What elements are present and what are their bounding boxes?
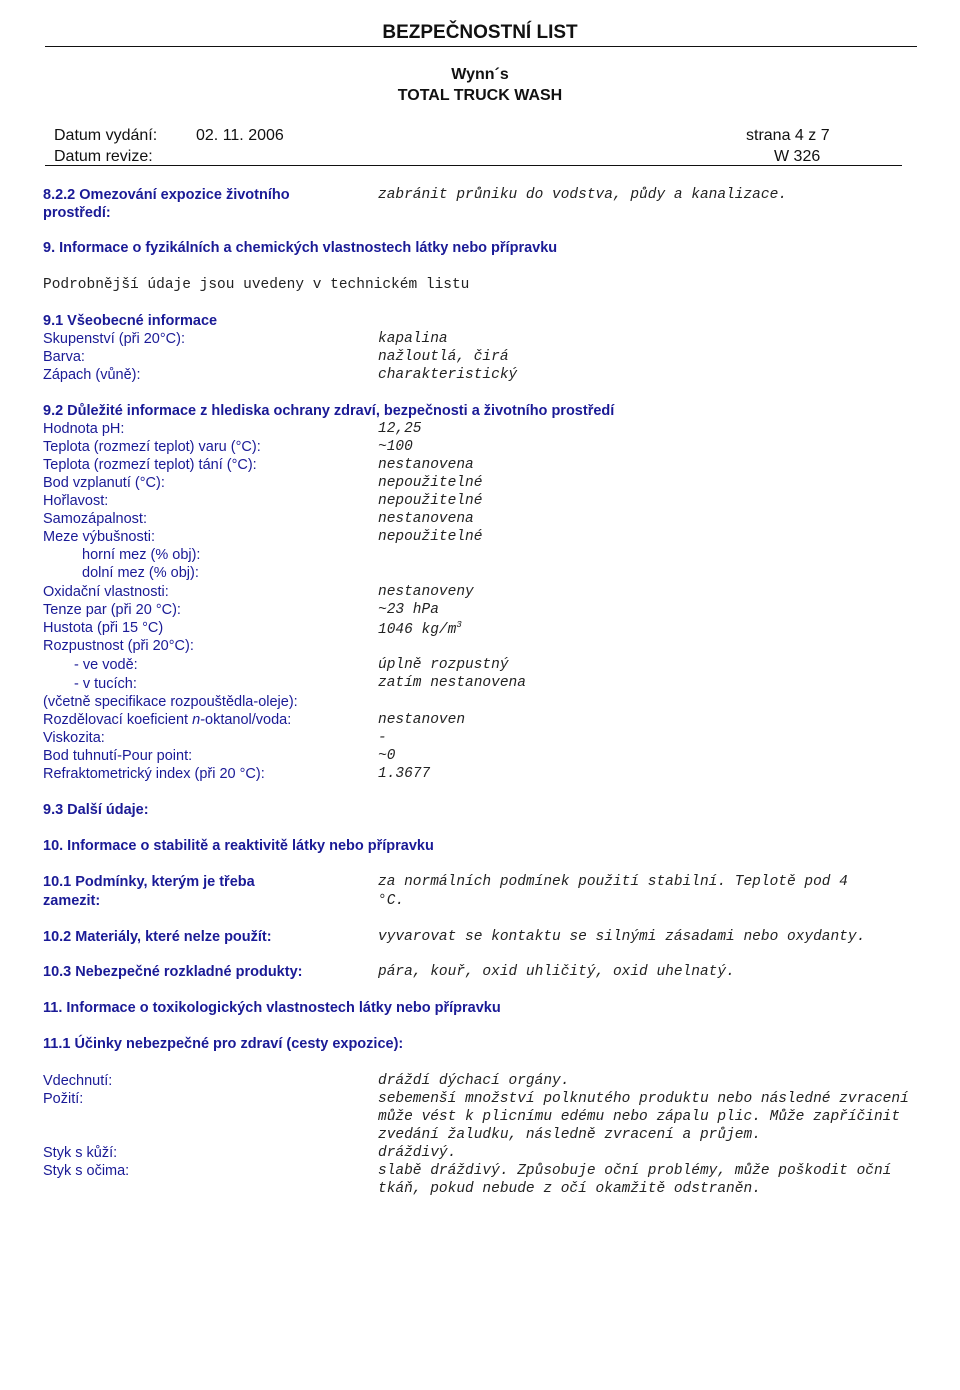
product-name: TOTAL TRUCK WASH: [397, 87, 563, 104]
solubility-label: Rozpustnost (při 20°C):: [43, 638, 194, 654]
flash-point-label: Bod vzplanutí (°C):: [43, 475, 165, 491]
ingestion-label: Požití:: [43, 1091, 84, 1107]
s91-heading: 9.1 Všeobecné informace: [43, 313, 218, 329]
issue-date: 02. 11. 2006: [196, 127, 284, 144]
solvent-spec-label: (včetně specifikace rozpouštědla-oleje):: [43, 694, 298, 710]
s9-note: Podrobnější údaje jsou uvedeny v technickém listu: [43, 277, 470, 293]
water-solubility-label: - ve vodě:: [74, 657, 138, 673]
refractive-index-value: 1.3677: [378, 766, 431, 782]
flammability-value: nepoužitelné: [378, 493, 483, 509]
flash-point-value: nepoužitelné: [378, 475, 483, 491]
eye-contact-value-line2: tkáň, pokud nebude z očí okamžitě odstraněn.: [378, 1181, 761, 1197]
s93-heading: 9.3 Další údaje:: [43, 802, 149, 818]
autoignition-label: Samozápalnost:: [43, 511, 147, 527]
ingestion-value-line1: sebemenší množství polknutého produktu nebo následné zvracení: [378, 1091, 909, 1107]
density-label: Hustota (při 15 °C): [43, 620, 164, 636]
title-rule: [45, 46, 917, 47]
s10-heading: 10. Informace o stabilitě a reaktivitě látky nebo přípravku: [43, 838, 434, 854]
inhalation-value: dráždí dýchací orgány.: [378, 1073, 570, 1089]
fat-solubility-label: - v tucích:: [74, 676, 137, 692]
ph-label: Hodnota pH:: [43, 421, 125, 437]
partition-label: [43, 712, 291, 728]
flammability-label: Hořlavost:: [43, 493, 109, 509]
page-info: strana 4 z 7: [746, 127, 830, 144]
s102-label: 10.2 Materiály, které nelze použít:: [43, 929, 272, 945]
density-number: 1046 kg/m: [378, 621, 457, 638]
s103-label: 10.3 Nebezpečné rozkladné produkty:: [43, 964, 303, 980]
density-exponent: 3: [456, 620, 462, 630]
s101-label-line1: 10.1 Podmínky, kterým je třeba: [43, 874, 255, 890]
ingestion-value-line2: může vést k plicnímu edému nebo zápalu plic. Může zapříčinit: [378, 1109, 901, 1125]
lower-limit-label: dolní mez (% obj):: [82, 565, 199, 581]
refractive-index-label: Refraktometrický index (při 20 °C):: [43, 766, 265, 782]
skin-contact-value: dráždivý.: [378, 1145, 457, 1161]
ph-value: 12,25: [378, 421, 422, 437]
pour-point-label: Bod tuhnutí-Pour point:: [43, 748, 193, 764]
explosive-limits-value: nepoužitelné: [378, 529, 483, 545]
oxidizing-label: Oxidační vlastnosti:: [43, 584, 169, 600]
doc-code: W 326: [774, 148, 821, 165]
revision-date-label: Datum revize:: [54, 148, 153, 165]
issue-date-label: Datum vydání:: [54, 127, 158, 144]
s101-label-line2: zamezit:: [43, 893, 101, 909]
color-label: Barva:: [43, 349, 85, 365]
skin-contact-label: Styk s kůží:: [43, 1145, 118, 1161]
s111-heading: 11.1 Účinky nebezpečné pro zdraví (cesty expozice):: [43, 1036, 404, 1052]
partition-value: nestanoven: [378, 712, 466, 728]
s11-heading: 11. Informace o toxikologických vlastnostech látky nebo přípravku: [43, 1000, 501, 1016]
boiling-value: ~100: [378, 439, 413, 455]
eye-contact-value-line1: slabě dráždivý. Způsobuje oční problémy, může poškodit oční: [378, 1163, 892, 1179]
inhalation-label: Vdechnutí:: [43, 1073, 113, 1089]
s92-heading: 9.2 Důležité informace z hlediska ochrany zdraví, bezpečnosti a životního prostředí: [43, 403, 615, 419]
boiling-label: Teplota (rozmezí teplot) varu (°C):: [43, 439, 261, 455]
partition-label-italic: n: [192, 712, 201, 728]
ingestion-value-line3: zvedání žaludku, následně zvracení a průjem.: [378, 1127, 761, 1143]
odor-value: charakteristický: [378, 367, 518, 383]
melting-value: nestanovena: [378, 457, 474, 473]
water-solubility-value: úplně rozpustný: [378, 657, 509, 673]
oxidizing-value: nestanoveny: [378, 584, 474, 600]
upper-limit-label: horní mez (% obj):: [82, 547, 201, 563]
pour-point-value: ~0: [378, 748, 396, 764]
s103-value: pára, kouř, oxid uhličitý, oxid uhelnatý.: [378, 964, 735, 980]
state-label: Skupenství (při 20°C):: [43, 331, 185, 347]
partition-label-pre: Rozdělovací koeficient: [43, 712, 193, 728]
vapor-pressure-label: Tenze par (při 20 °C):: [43, 602, 181, 618]
color-value: nažloutlá, čirá: [378, 349, 509, 365]
explosive-limits-label: Meze výbušnosti:: [43, 529, 156, 545]
s9-heading: 9. Informace o fyzikálních a chemických vlastnostech látky nebo přípravku: [43, 240, 558, 256]
autoignition-value: nestanovena: [378, 511, 474, 527]
document-title: BEZPEČNOSTNÍ LIST: [382, 22, 578, 43]
viscosity-label: Viskozita:: [43, 730, 105, 746]
fat-solubility-value: zatím nestanovena: [378, 675, 526, 691]
viscosity-value: -: [378, 730, 387, 746]
partition-label-post: -oktanol/voda:: [200, 712, 292, 728]
header-rule: [45, 165, 902, 166]
s101-value-line1: za normálních podmínek použití stabilní. Teplotě pod 4: [378, 874, 848, 890]
company-name: Wynn´s: [451, 66, 509, 83]
odor-label: Zápach (vůně):: [43, 367, 141, 383]
eye-contact-label: Styk s očima:: [43, 1163, 130, 1179]
state-value: kapalina: [378, 331, 448, 347]
s822-label-line2: prostředí:: [43, 205, 111, 221]
vapor-pressure-value: ~23 hPa: [378, 602, 439, 618]
s102-value: vyvarovat se kontaktu se silnými zásadami nebo oxydanty.: [378, 929, 866, 945]
s101-value-line2: °C.: [378, 893, 405, 909]
s822-label-line1: 8.2.2 Omezování expozice životního: [43, 187, 290, 203]
s822-value: zabránit průniku do vodstva, půdy a kanalizace.: [378, 187, 787, 203]
density-value: [378, 620, 462, 638]
melting-label: Teplota (rozmezí teplot) tání (°C):: [43, 457, 257, 473]
